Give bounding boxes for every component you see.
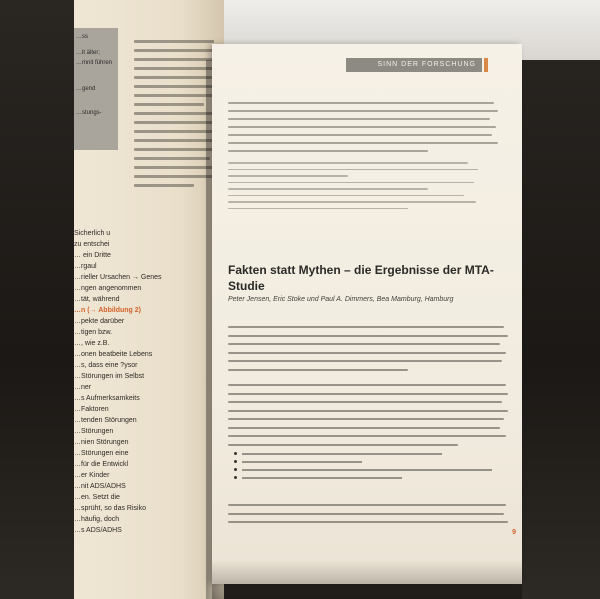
text-line: …n (→ Abbildung 2) bbox=[74, 307, 142, 314]
box-row: …gend bbox=[76, 86, 96, 92]
bullet-list bbox=[234, 452, 504, 484]
text-line: …häufig, doch bbox=[74, 516, 120, 523]
box-row: …ss bbox=[76, 34, 88, 40]
box-row: …stungs- bbox=[76, 110, 102, 116]
text-line: …onen beatbeite Lebens bbox=[74, 351, 153, 358]
article-headline: Fakten statt Mythen – die Ergebnisse der MTA-Studie bbox=[228, 263, 494, 293]
text-line: …s Aufmerksamkeits bbox=[74, 395, 140, 402]
right-page bbox=[212, 44, 522, 584]
article-authors: Peter Jensen, Eric Stoke und Paul A. Dimmers, Bea Mamburg, Hamburg bbox=[228, 296, 454, 303]
left-page bbox=[74, 0, 224, 599]
page-number: 9 bbox=[512, 529, 516, 536]
text-line: …Störungen eine bbox=[74, 450, 129, 457]
text-line: …pekte darüber bbox=[74, 318, 125, 325]
text-line: zu entschei bbox=[74, 241, 110, 248]
text-line: …, wie z.B. bbox=[74, 340, 110, 347]
running-head-text: SINN DER FORSCHUNG bbox=[377, 61, 476, 68]
text-line: …Störungen bbox=[74, 428, 114, 435]
text-line: …s ADS/ADHS bbox=[74, 527, 122, 534]
text-line: …für die Entwickl bbox=[74, 461, 129, 468]
text-line: …ner bbox=[74, 384, 92, 391]
text-line: …nien Störungen bbox=[74, 439, 129, 446]
box-row: …mnit führen bbox=[76, 60, 113, 66]
text-line: …sprüht, so das Risiko bbox=[74, 505, 146, 512]
text-line: …Störungen im Selbst bbox=[74, 373, 145, 380]
bottom-shadow bbox=[212, 560, 522, 599]
running-head bbox=[346, 58, 482, 72]
text-line: … ein Dritte bbox=[74, 252, 111, 259]
running-head-tab bbox=[484, 58, 488, 72]
text-line: …rgaul bbox=[74, 263, 97, 270]
box-row: …lt älter; bbox=[76, 50, 101, 56]
left-body-text bbox=[74, 230, 224, 538]
sidebar-box bbox=[74, 28, 118, 150]
body-paragraph-2 bbox=[228, 384, 508, 452]
text-line: …nit ADS/ADHS bbox=[74, 483, 126, 490]
text-line: Sicherlich u bbox=[74, 230, 111, 237]
text-line: …Faktoren bbox=[74, 406, 109, 413]
text-line: …s, dass eine ?ysor bbox=[74, 362, 138, 369]
text-line: …en. Setzt die bbox=[74, 494, 120, 501]
text-line: …tigen bzw. bbox=[74, 329, 113, 336]
intro-paragraph bbox=[228, 102, 498, 158]
text-line: …tät, während bbox=[74, 296, 120, 303]
text-line: …ngen angenommen bbox=[74, 285, 142, 292]
footnotes bbox=[228, 162, 478, 214]
body-paragraph-1 bbox=[228, 326, 508, 377]
text-line: …rieller Ursachen → Genes bbox=[74, 274, 162, 281]
body-paragraph-3 bbox=[228, 504, 508, 530]
text-line: …tenden Störungen bbox=[74, 417, 137, 424]
text-line: …er Kinder bbox=[74, 472, 110, 479]
